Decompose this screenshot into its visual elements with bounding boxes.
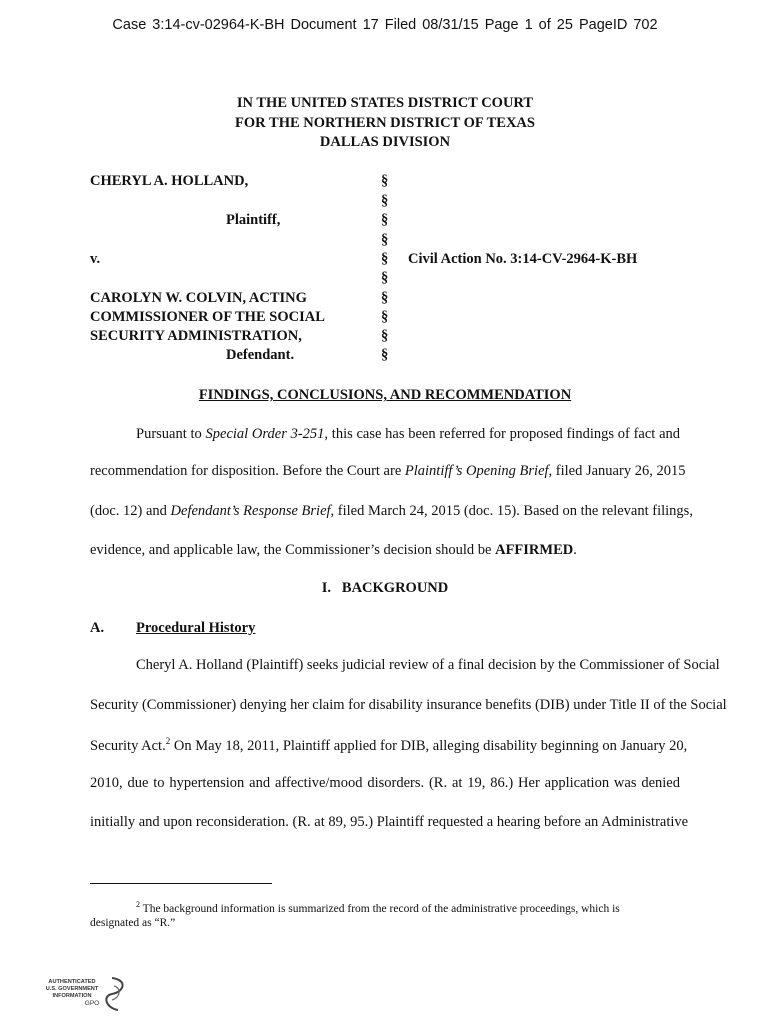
svg-text:U.S. GOVERNMENT: U.S. GOVERNMENT xyxy=(45,986,99,992)
procedural-line-5: initially and upon reconsideration. (R. at 89, 95.) Plaintiff requested a hearing before an Administrative xyxy=(90,814,689,830)
footnote-line-1: $^2$ The background information is summarized from the record of the administrative proceedings, which is xyxy=(136,900,620,915)
section-mark: § xyxy=(381,212,389,228)
intro-line-3: (doc. 12) and Defendant’s Response Brief, filed March 24, 2015 (doc. 15). Based on the relevant filings, xyxy=(90,503,693,519)
versus: v. xyxy=(90,251,101,267)
procedural-line-1: Cheryl A. Holland (Plaintiff) seeks judicial review of a final decision by the Commissioner of Social xyxy=(136,657,720,673)
gpo-authentication-logo xyxy=(42,974,132,1018)
procedural-line-2: Security (Commissioner) denying her claim for disability insurance benefits (DIB) under Title II of the Social xyxy=(90,697,727,713)
section-heading: I. BACKGROUND xyxy=(321,580,449,596)
case-header: Case 3:14-cv-02964-K-BH Document 17 Filed 08/31/15 Page 1 of 25 PageID 702 xyxy=(112,17,658,33)
section-mark: § xyxy=(381,270,389,286)
defendant-label: Defendant. xyxy=(226,347,295,363)
section-mark: § xyxy=(381,290,389,306)
eagle-icon xyxy=(106,978,122,1010)
intro-line-2: recommendation for disposition. Before the Court are Plaintiff’s Opening Brief, filed January 26, 2015 xyxy=(90,463,686,479)
section-mark: § xyxy=(381,193,389,209)
plaintiff-name: CHERYL A. HOLLAND, xyxy=(90,173,249,189)
svg-text:AUTHENTICATED: AUTHENTICATED xyxy=(48,979,96,985)
section-mark: § xyxy=(381,251,389,267)
footnote-reference: 2 xyxy=(165,736,171,746)
section-mark: § xyxy=(381,309,389,325)
svg-text:INFORMATION: INFORMATION xyxy=(52,993,92,999)
document-title: FINDINGS, CONCLUSIONS, AND RECOMMENDATION xyxy=(198,387,572,403)
footnote-line-2: designated as “R.” xyxy=(90,917,176,929)
plaintiff-label: Plaintiff, xyxy=(226,212,281,228)
procedural-line-4: 2010, due to hypertension and affective/mood disorders. (R. at 19, 86.) Her application was denied xyxy=(90,775,680,791)
court-name-line-1: IN THE UNITED STATES DISTRICT COURT xyxy=(236,95,534,111)
civil-action-number: Civil Action No. 3:14-CV-2964-K-BH xyxy=(408,251,638,267)
section-mark: § xyxy=(381,347,389,363)
footnote-divider xyxy=(90,883,272,884)
defendant-line-3: SECURITY ADMINISTRATION, xyxy=(90,328,302,344)
court-name-line-2: FOR THE NORTHERN DISTRICT OF TEXAS xyxy=(235,115,535,131)
subsection-title: Procedural History xyxy=(136,620,256,636)
intro-line-1: Pursuant to Special Order 3-251, this case has been referred for proposed findings of fact and xyxy=(136,426,681,442)
section-mark: § xyxy=(381,232,389,248)
svg-text:GPO: GPO xyxy=(84,1000,100,1007)
defendant-line-2: COMMISSIONER OF THE SOCIAL xyxy=(90,309,325,325)
section-mark: § xyxy=(381,173,389,189)
court-division: DALLAS DIVISION xyxy=(319,134,451,150)
section-mark: § xyxy=(381,328,389,344)
subsection-letter: A. xyxy=(90,620,105,636)
procedural-line-3: Security Act.$^2$ On May 18, 2011, Plaintiff applied for DIB, alleging disability beginning on January 20, xyxy=(90,736,688,754)
intro-line-4: evidence, and applicable law, the Commissioner’s decision should be AFFIRMED. xyxy=(90,542,577,558)
defendant-line-1: CAROLYN W. COLVIN, ACTING xyxy=(90,290,307,306)
